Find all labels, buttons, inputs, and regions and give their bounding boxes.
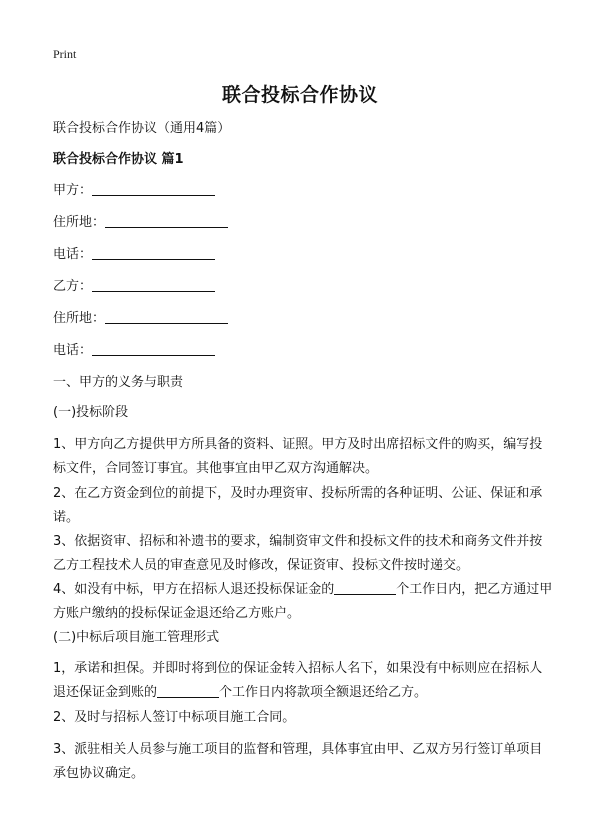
document-title: 联合投标合作协议	[221, 84, 378, 106]
print-label: Print	[53, 47, 77, 61]
stage-heading-management: (二)中标后项目施工管理形式	[53, 630, 220, 645]
stage-heading-bidding: (一)投标阶段	[53, 405, 129, 420]
field-address-a	[53, 211, 228, 235]
clause-paragraph: 1、甲方向乙方提供甲方所具备的资料、证照。甲方及时出席招标文件的购买，编写投标文件，合同签订事宜。其他事宜由甲乙双方沟通解决。	[53, 437, 543, 476]
section-title: 联合投标合作协议 篇1	[53, 152, 184, 167]
field-address-b	[53, 307, 228, 331]
field-label: 甲方：	[53, 183, 93, 198]
clause-text: 个工作日内，把乙方通过甲方账户缴纳的投标保证金退还给乙方账户。	[53, 582, 553, 621]
field-label: 电话：	[53, 247, 93, 262]
clause-paragraph	[53, 657, 553, 705]
blank-line	[334, 580, 396, 595]
field-label: 住所地：	[53, 311, 106, 326]
document-intro: 联合投标合作协议（通用4篇）	[53, 121, 231, 136]
field-label: 乙方：	[53, 279, 93, 294]
field-label: 电话：	[53, 343, 93, 358]
blank-line	[105, 213, 228, 228]
clause-paragraph	[53, 578, 553, 626]
field-label: 住所地：	[53, 215, 106, 230]
field-party-b	[53, 275, 215, 299]
field-phone-b	[53, 339, 215, 363]
blank-line	[92, 181, 215, 196]
blank-line	[105, 309, 228, 324]
clause-text: 个工作日内将款项全额退还给乙方。	[219, 685, 428, 700]
field-phone-a	[53, 243, 215, 267]
clause-text: 1，承诺和担保。并即时将到位的保证金转入招标人名下，如果没有中标则应在招标人退还保证金到账的	[53, 661, 543, 700]
clause-text: 4、如没有中标，甲方在招标人退还投标保证金的	[53, 582, 335, 597]
article-heading: 一、甲方的义务与职责	[53, 375, 184, 390]
blank-line	[157, 683, 219, 698]
blank-line	[92, 341, 215, 356]
clause-paragraph: 2、及时与招标人签订中标项目施工合同。	[53, 710, 296, 725]
blank-line	[92, 245, 215, 260]
blank-line	[92, 277, 215, 292]
clause-paragraph: 3、派驻相关人员参与施工项目的监督和管理，具体事宜由甲、乙双方另行签订单项目承包协议确定。	[53, 742, 543, 781]
clause-paragraph: 3、依据资审、招标和补遗书的要求，编制资审文件和投标文件的技术和商务文件并按乙方工程技术人员的审查意见及时修改，保证资审、投标文件按时递交。	[53, 534, 543, 573]
field-party-a	[53, 179, 215, 203]
clause-paragraph: 2、在乙方资金到位的前提下，及时办理资审、投标所需的各种证明、公证、保证和承诺。	[53, 486, 543, 525]
